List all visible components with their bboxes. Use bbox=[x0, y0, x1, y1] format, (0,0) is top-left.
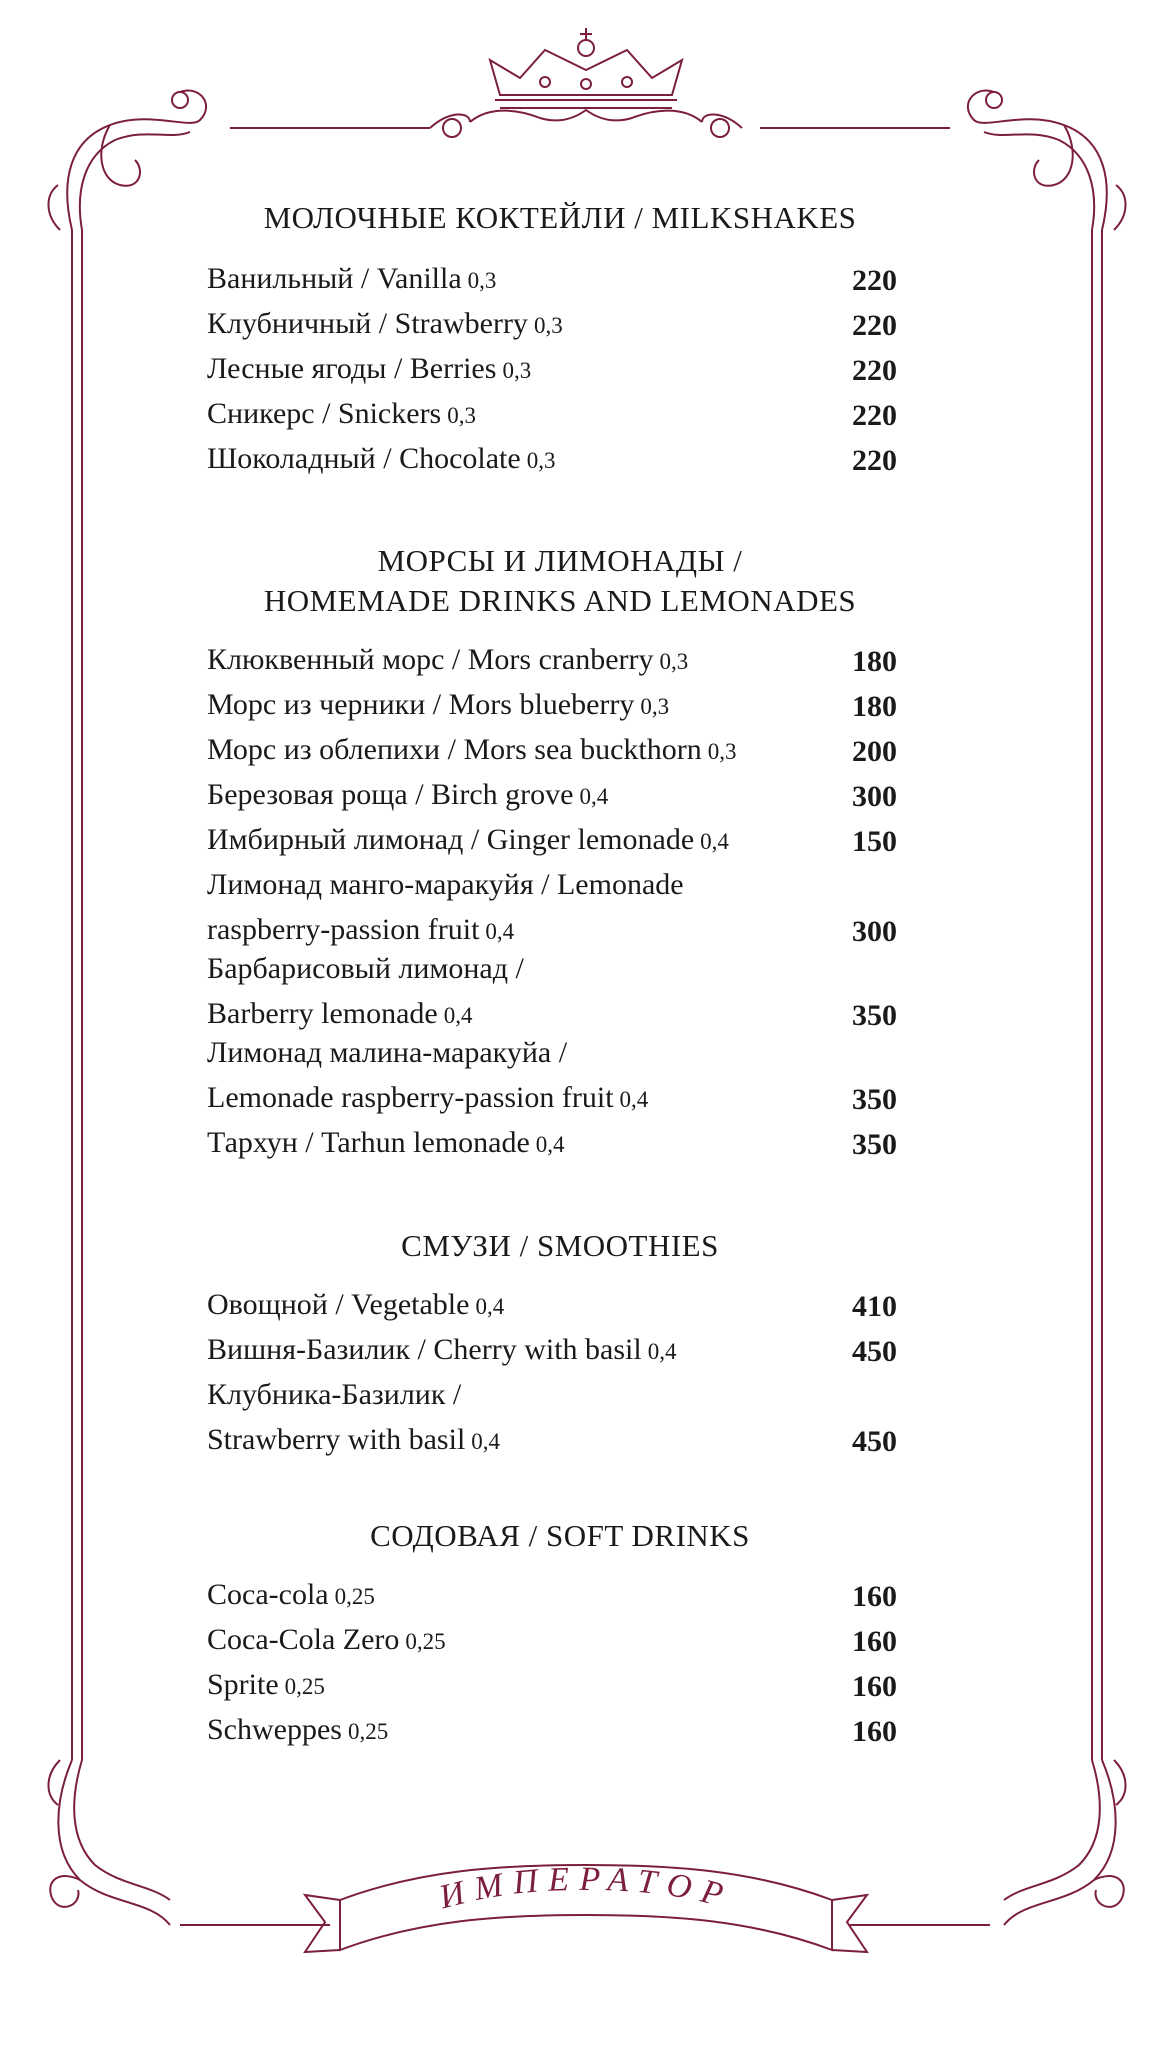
section-title-milkshakes: МОЛОЧНЫЕ КОКТЕЙЛИ / MILKSHAKES bbox=[263, 200, 857, 235]
corner-ornament-top-left bbox=[48, 91, 206, 230]
menu-item: Клюквенный морс / Mors cranberry 0,3 180 bbox=[207, 637, 897, 684]
menu-item: Сникерс / Snickers 0,3 220 bbox=[207, 391, 897, 438]
section-title-soft-drinks: СОДОВАЯ / SOFT DRINKS bbox=[370, 1518, 750, 1553]
menu-item: Лесные ягоды / Berries 0,3 220 bbox=[207, 346, 897, 393]
menu-item: Coca-Cola Zero 0,25 160 bbox=[207, 1617, 897, 1664]
price: 450 bbox=[852, 1425, 897, 1458]
price: 160 bbox=[852, 1580, 897, 1613]
section-title-smoothies: СМУЗИ / SMOOTHIES bbox=[401, 1228, 719, 1263]
menu-item: Морс из облепихи / Mors sea buckthorn 0,3 200 bbox=[207, 727, 897, 774]
price: 220 bbox=[852, 444, 897, 477]
price: 220 bbox=[852, 264, 897, 297]
price: 200 bbox=[852, 735, 897, 768]
price: 220 bbox=[852, 399, 897, 432]
menu-item: Клубника-Базилик / Strawberry with basil 0,4 450 bbox=[207, 1372, 897, 1464]
menu-item: Лимонад малина-маракуйа / Lemonade raspberry-passion fruit 0,4 350 bbox=[207, 1030, 897, 1122]
corner-ornament-top-right bbox=[968, 91, 1126, 230]
price: 160 bbox=[852, 1625, 897, 1658]
menu-item: Клубничный / Strawberry 0,3 220 bbox=[207, 301, 897, 348]
brand-logo-text: ИМПЕРАТОР bbox=[435, 1860, 737, 1917]
menu-item: Coca-cola 0,25 160 bbox=[207, 1572, 897, 1619]
price: 410 bbox=[852, 1290, 897, 1323]
crown-icon bbox=[430, 28, 742, 137]
menu-item: Имбирный лимонад / Ginger lemonade 0,4 150 bbox=[207, 817, 897, 864]
menu-item: Ванильный / Vanilla 0,3 220 bbox=[207, 256, 897, 303]
price: 350 bbox=[852, 999, 897, 1032]
menu-item: Шоколадный / Chocolate 0,3 220 bbox=[207, 436, 897, 483]
menu-item: Schweppes 0,25 160 bbox=[207, 1707, 897, 1754]
price: 350 bbox=[852, 1128, 897, 1161]
corner-ornament-bottom-right bbox=[1004, 1760, 1126, 1925]
corner-ornament-bottom-left bbox=[48, 1760, 170, 1925]
price: 350 bbox=[852, 1083, 897, 1116]
price: 450 bbox=[852, 1335, 897, 1368]
menu-item: Морс из черники / Mors blueberry 0,3 180 bbox=[207, 682, 897, 729]
price: 160 bbox=[852, 1670, 897, 1703]
menu-item: Тархун / Tarhun lemonade 0,4 350 bbox=[207, 1120, 897, 1167]
price: 150 bbox=[852, 825, 897, 858]
price: 300 bbox=[852, 780, 897, 813]
price: 220 bbox=[852, 354, 897, 387]
price: 300 bbox=[852, 915, 897, 948]
menu-item: Овощной / Vegetable 0,4 410 bbox=[207, 1282, 897, 1329]
price: 160 bbox=[852, 1715, 897, 1748]
price: 180 bbox=[852, 690, 897, 723]
menu-item: Барбарисовый лимонад / Barberry lemonade 0,4 350 bbox=[207, 946, 897, 1038]
price: 180 bbox=[852, 645, 897, 678]
menu-item: Лимонад манго-маракуйя / Lemonade raspberry-passion fruit 0,4 300 bbox=[207, 862, 897, 954]
menu-item: Вишня-Базилик / Cherry with basil 0,4 450 bbox=[207, 1327, 897, 1374]
menu-item: Sprite 0,25 160 bbox=[207, 1662, 897, 1709]
price: 220 bbox=[852, 309, 897, 342]
menu-item: Березовая роща / Birch grove 0,4 300 bbox=[207, 772, 897, 819]
section-title-lemonades: МОРСЫ И ЛИМОНАДЫ / HOMEMADE DRINKS AND LEMONADES bbox=[263, 543, 857, 618]
